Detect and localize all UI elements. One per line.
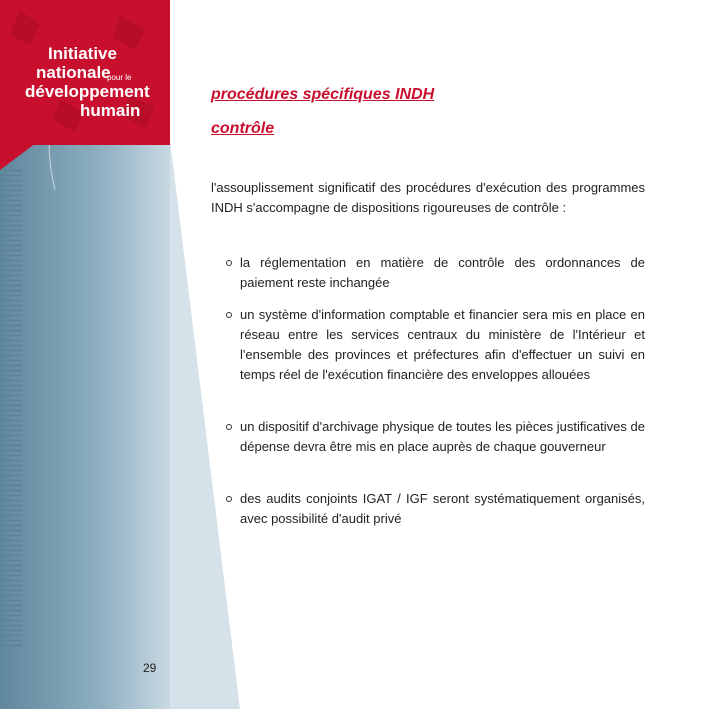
bullet-icon [226,424,232,430]
list-item-text: un dispositif d'archivage physique de toutes les pièces justificatives de dépense devra être mis en place auprès de chaque gouverneur [240,419,645,454]
logo-line-2-small: pour le [107,73,132,82]
page-number: 29 [143,661,157,675]
intro-paragraph: l'assouplissement significatif des procédures d'exécution des programmes INDH s'accompagne de dispositions rigoureuses de contrôle : [211,180,645,215]
page-title: procédures spécifiques INDH [211,86,435,103]
logo-line-4: humain [80,101,141,120]
list-item-text: un système d'information comptable et financier sera mis en place en réseau entre les services centraux du ministère de l'Intérieur et l'ensemble des provinces et préfectures afin d'effectuer un suivi en temps réel de l'exécution financière des enveloppes allouées [240,307,645,382]
logo-line-2: nationale [36,63,111,82]
section-subtitle: contrôle [211,120,275,137]
list-item-text: des audits conjoints IGAT / IGF seront systématiquement organisés, avec possibilité d'audit privé [240,491,645,526]
list-item-text: la réglementation en matière de contrôle des ordonnances de paiement reste inchangée [240,255,645,290]
bullet-icon [226,312,232,318]
logo-line-3: développement [25,82,150,101]
logo-line-1: Initiative [48,44,117,63]
bullet-icon [226,496,232,502]
decorative-stripes [0,170,22,650]
bullet-icon [226,260,232,266]
